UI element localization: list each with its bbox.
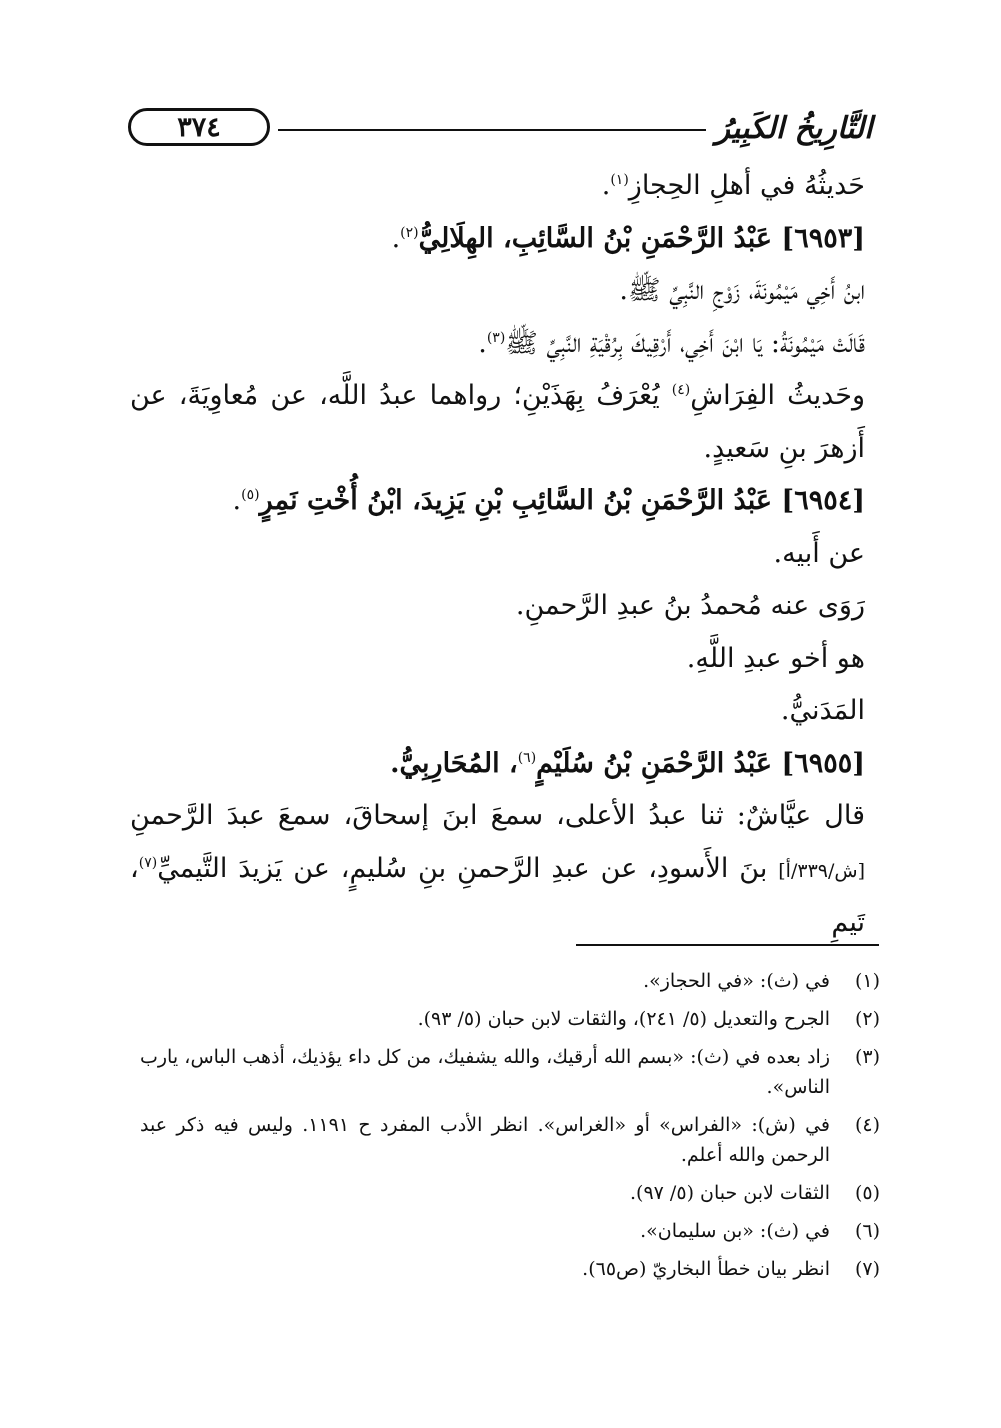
line-end: . [478, 327, 487, 359]
text-line [130, 318, 865, 371]
entry-heading [130, 213, 865, 266]
footnote-text: زاد بعده في (ث): «بسم الله أرقيك، والله يشفيك، من كل داء يؤذيك، أذهب الباس، يارب الناس». [140, 1046, 830, 1098]
footnote [140, 1216, 880, 1246]
footnote-ref[interactable]: (١) [610, 172, 629, 188]
manuscript-ref: [ش/٣٣٩/أ] [778, 859, 865, 882]
footnote-ref[interactable]: (٧) [138, 854, 158, 871]
footnote-text: في (ش): «الفراس» أو «الغراس». انظر الأدب المفرد ح ١١٩١. وليس فيه ذكر عبد الرحمن والله أعلم. [140, 1114, 831, 1166]
entry-title: [٦٩٥٥] عَبْدُ الرَّحْمَنِ بْنُ سُلَيْمٍ [536, 747, 865, 779]
footnote-separator [576, 944, 879, 946]
main-text [130, 160, 865, 950]
line-end: . [601, 170, 611, 201]
footnote-number: (٣) [854, 1046, 880, 1068]
page-number: ٣٧٤ [128, 108, 270, 146]
footnote-text: انظر بيان خطأ البخاريّ (ص٦٥). [582, 1258, 830, 1280]
page-header [128, 104, 878, 152]
text-line [130, 633, 865, 686]
footnote-ref[interactable]: (٢) [400, 224, 419, 241]
header-rule [278, 129, 706, 131]
line-text: ، تَيمِ [130, 852, 865, 938]
footnote-number: (٦) [854, 1220, 880, 1242]
footnote-number: (٥) [854, 1182, 880, 1204]
footnote-number: (١) [854, 970, 880, 992]
text-line [130, 685, 865, 738]
footnote-number: (٤) [854, 1114, 880, 1136]
footnote-ref[interactable]: (٦) [517, 749, 537, 766]
footnote [140, 1004, 880, 1034]
line-text: حَديثُهُ في أهلِ الحِجازِ [628, 170, 865, 201]
line-text: رَوَى عنه مُحمدُ بنُ عبدِ الرَّحمنِ. [515, 590, 865, 621]
entry-title-end: ، المُحَارِبِيُّ. [390, 747, 518, 779]
footnote [140, 1042, 880, 1102]
footnote-ref[interactable]: (٥) [241, 487, 260, 503]
text-line [130, 580, 865, 633]
footnote [140, 1254, 880, 1284]
line-end: . [232, 485, 242, 516]
text-line [130, 160, 865, 213]
line-text: هو أخو عبدِ اللَّهِ. [686, 642, 865, 674]
footnote-text: الجرح والتعديل (٥/ ٢٤١)، والثقات لابن حبان (٥/ ٩٣). [417, 1008, 830, 1030]
footnote-text: في (ث): «في الحجاز». [643, 970, 830, 992]
line-end: . [391, 222, 401, 254]
entry-heading [130, 738, 865, 791]
footnote-number: (٢) [854, 1008, 880, 1030]
entry-heading [130, 475, 865, 528]
footnote-text: الثقات لابن حبان (٥/ ٩٧). [630, 1182, 830, 1204]
line-text: قال عيَّاشٌ: ثنا عبدُ الأعلى، سمعَ ابنَ إسحاقَ، سمعَ عبدَ الرَّحمنِ [130, 800, 865, 831]
line-text: ابنُ أَخِي مَيْمُونَةَ، زَوْجِ النَّبِيِّ ﷺ. [619, 275, 865, 306]
line-text: قَالَتْ مَيْمُونَةُ: يَا ابْنَ أَخِي، أَرْقِيكَ بِرُقْيَةِ النَّبِيِّ ﷺ [505, 327, 865, 359]
text-line [130, 265, 865, 318]
line-text: بنَ الأَسودِ، عن عبدِ الرَّحمنِ بنِ سُليمٍ، عن يَزيدَ التَّيميِّ [157, 852, 779, 884]
line-text: المَدَنيُّ. [780, 695, 865, 726]
book-title: التَّارِيخُ الكَبِيرُ [715, 110, 873, 146]
line-text: عن أَبيه. [773, 537, 865, 569]
footnote-text: في (ث): «بن سليمان». [640, 1220, 830, 1242]
footnote-ref[interactable]: (٣) [486, 329, 506, 346]
footnote [140, 1178, 880, 1208]
text-paragraph [130, 790, 865, 950]
line-text: وحَديثُ الفِرَاشِ [690, 380, 865, 411]
line-text: يُعْرَفُ بِهَذَيْنِ؛ رواهما عبدُ اللَّه، عن مُعاوِيَةَ، عن أَزهرَ بنِ سَعيدٍ. [130, 380, 865, 464]
footnote [140, 966, 880, 996]
footnote-ref[interactable]: (٤) [671, 382, 691, 398]
footnote-number: (٧) [854, 1258, 880, 1280]
footnote [140, 1110, 880, 1170]
text-line [130, 528, 865, 581]
footnotes [140, 966, 880, 1292]
entry-title: [٦٩٥٤] عَبْدُ الرَّحْمَنِ بْنُ السَّائِبِ بْنِ يَزِيدَ، ابْنُ أُخْتِ نَمِرٍ [259, 485, 865, 516]
text-paragraph [130, 370, 865, 475]
entry-title: [٦٩٥٣] عَبْدُ الرَّحْمَنِ بْنُ السَّائِبِ، الهِلَالِيُّ [418, 222, 865, 254]
